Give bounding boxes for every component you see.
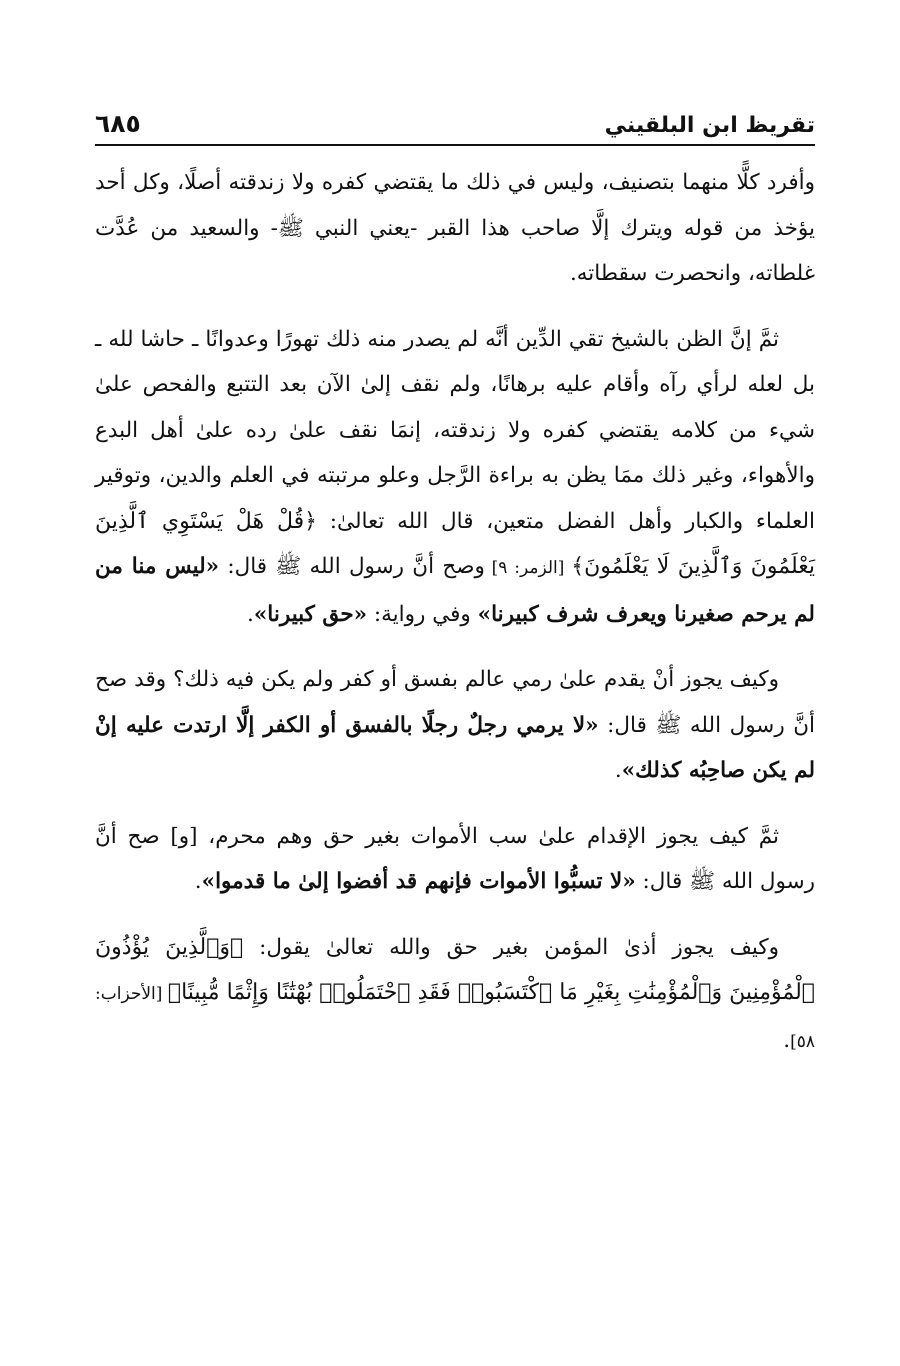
paragraph-5 bbox=[95, 925, 815, 1066]
hadith-text-4: «لا تسبُّوا الأموات فإنهم قد أفضوا إلىٰ ما قدموا» bbox=[201, 869, 636, 894]
page-body bbox=[95, 160, 815, 1065]
paragraph-3 bbox=[95, 657, 815, 794]
paragraph-2-text-1: ثمَّ إنَّ الظن بالشيخ تقي الدِّين أنَّه لم يصدر منه ذلك تهورًا وعدوانًا ـ حاشا لله ـ بل لعله لرأي رآه وأقام عليه برهانًا، ولم نقف إلىٰ الآن بعد التتبع والفحص علىٰ شيء من كلامه يقتضي كفره ولا زندقته، إنمَا نقف علىٰ رده علىٰ أهل البدع والأهواء، وغير ذلك ممَا يظن به براءة الرَّجل وعلو مرتبته في العلم والدين، وتوقير العلماء والكبار وأهل الفضل متعين، قال الله تعالىٰ: bbox=[95, 326, 815, 534]
paragraph-2-text-3: وفي رواية: bbox=[367, 601, 478, 627]
paragraph-4-text-2: . bbox=[194, 869, 202, 894]
running-title: تقريظ ابن البلقيني bbox=[604, 113, 815, 138]
paragraph-2-text-4: . bbox=[247, 601, 254, 627]
paragraph-4-text-1: ثمَّ كيف يجوز الإقدام علىٰ سب الأموات بغير حق وهم محرم، [و] صح أنَّ رسول الله ﷺ قال: bbox=[95, 823, 815, 894]
paragraph-2 bbox=[95, 317, 815, 638]
quran-verse-zumar: ﴿قُلْ هَلْ يَسْتَوِي ٱلَّذِينَ يَعْلَمُونَ وَٱلَّذِينَ لَا يَعْلَمُونَ﴾ bbox=[95, 508, 816, 579]
page-number: ٦٨٥ bbox=[95, 109, 141, 138]
hadith-text-2: «حق كبيرنا» bbox=[253, 601, 368, 627]
paragraph-3-text-1: وكيف يجوز أنْ يقدم علىٰ رمي عالم بفسق أو كفر ولم يكن فيه ذلك؟ وقد صح أنَّ رسول الله ﷺ قال: bbox=[95, 667, 815, 738]
book-page bbox=[95, 100, 815, 1340]
paragraph-2-text-2: وصح أنَّ رسول الله ﷺ قال: bbox=[219, 554, 485, 579]
paragraph-3-text-2: . bbox=[614, 758, 622, 783]
verse-reference-zumar: [الزمر: ٩] bbox=[484, 558, 572, 578]
hadith-text-3: «لا يرمي رجلٌ رجلًا بالفسق أو الكفر إلَّا ارتدت عليه إنْ لم يكن صاحِبُه كذلك» bbox=[95, 712, 815, 783]
paragraph-4 bbox=[95, 814, 815, 905]
paragraph-5-text-2: . bbox=[783, 1027, 791, 1053]
paragraph-5-text-1: وكيف يجوز أذىٰ المؤمن بغير حق والله تعالىٰ يقول: bbox=[243, 934, 779, 960]
page-header bbox=[95, 100, 815, 146]
paragraph-1 bbox=[95, 160, 815, 297]
hadith-text-1: «ليس منا من لم يرحم صغيرنا ويعرف شرف كبيرنا» bbox=[95, 554, 815, 627]
paragraph-1-text: وأفرد كلًّا منهما بتصنيف، وليس في ذلك ما يقتضي كفره ولا زندقته أصلًا، وكل أحد يؤخذ من قوله ويترك إلَّا صاحب هذا القبر -يعني النبي ﷺ- والسعيد من عُدَّت غلطاته، وانحصرت سقطاته. bbox=[95, 170, 815, 286]
verse-reference-ahzab: [الأحزاب: ٥٨] bbox=[95, 984, 815, 1052]
quran-verse-ahzab: ﴿وَٱلَّذِينَ يُؤْذُونَ ٱلْمُؤْمِنِينَ وَٱلْمُؤْمِنَٰتِ بِغَيْرِ مَا ٱكْتَسَبُوا۟ فَقَدِ ٱحْتَمَلُوا۟ بُهْتَٰنًا وَإِثْمًا مُّبِينًا﴾ bbox=[95, 934, 815, 1005]
